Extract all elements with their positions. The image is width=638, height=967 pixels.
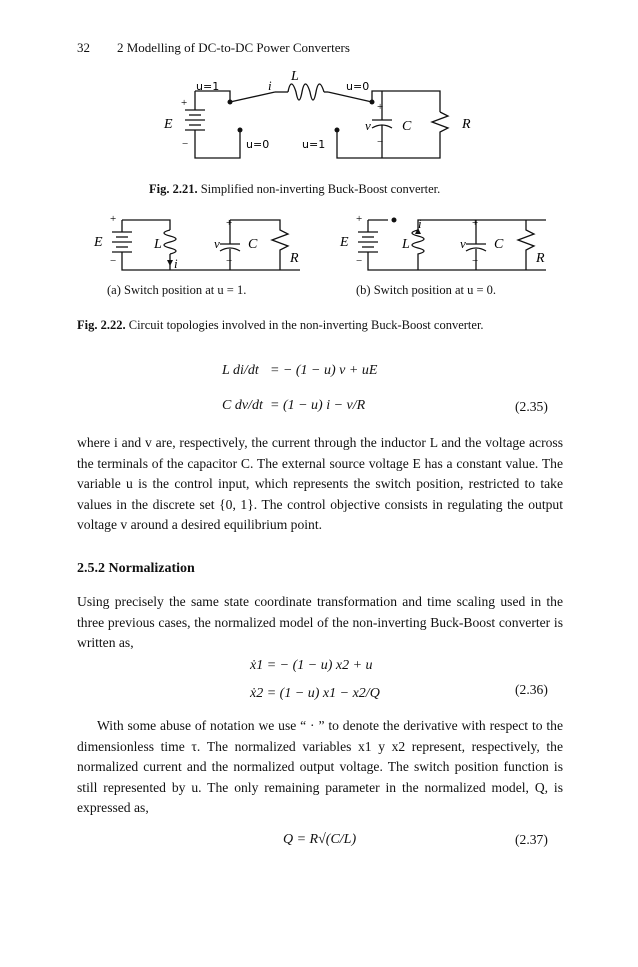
equation-2-36 [250,655,380,711]
equation-2-37-number: (2.37) [515,832,548,847]
paragraph-2: Using precisely the same state coordinate transformation and time scaling used in the three previous cases, the normalized model of the non-inverting Buck-Boost converter is written as, [77,594,563,651]
a-label-minus-C: − [226,255,233,267]
label-resistor-R: R [462,117,471,132]
a-label-plus-C: + [226,217,233,229]
a-label-voltage-v: v [214,236,220,251]
b-label-voltage-v: v [460,236,466,251]
figure-2-21-circuit [150,62,490,172]
b-label-current-i: i [418,216,422,231]
label-capacitor-C: C [402,119,412,134]
label-inductor-L: L [291,69,299,84]
chapter-title: 2 Modelling of DC-to-DC Power Converters [117,40,350,55]
eq-2-35-line2-rhs: = (1 − u) i − v/R [270,398,366,413]
figure-2-22-text: Circuit topologies involved in the non-inverting Buck-Boost converter. [128,318,484,332]
a-label-minus-E: − [110,255,117,267]
label-u1-top: u=1 [196,80,220,93]
b-label-plus-E: + [356,213,363,225]
label-source-E: E [164,117,173,132]
b-label-resistor-R: R [536,251,545,266]
b-label-source-E: E [340,235,349,250]
figure-2-22b-circuit [336,210,556,278]
label-u1-bottom: u=1 [302,138,326,151]
label-voltage-v: v [365,118,371,133]
subcaption-a: (a) Switch position at u = 1. [107,283,247,297]
label-u0-top: u=0 [346,80,370,93]
a-label-resistor-R: R [290,251,299,266]
eq-2-35-line2-lhs: C dv/dt [222,398,263,413]
figure-2-21-label: Fig. 2.21. [149,182,198,196]
paragraph-3: With some abuse of notation we use “ · ” to denote the derivative with respect to the dimensionless time τ. The normalized variables x1 y x2 represent, respectively, the normalized current and the normalized output voltage. The switch position function is still represented by u. The only remaining parameter in the normalized model, Q, is expressed as, [77,718,563,816]
equation-2-36-number: (2.36) [515,682,548,697]
figure-2-22-label: Fig. 2.22. [77,318,126,332]
label-current-i: i [268,78,272,93]
label-minus-C: − [377,136,384,148]
equation-2-35-number: (2.35) [515,399,548,414]
a-label-inductor-L: L [154,237,162,252]
a-label-plus-E: + [110,213,117,225]
b-label-minus-C: − [472,255,479,267]
a-label-current-i: i [174,256,178,271]
eq-2-35-line1-rhs: = − (1 − u) v + uE [270,363,378,378]
eq-2-36-line2: ẋ2 = (1 − u) x1 − x2/Q [250,686,380,701]
label-minus-E: − [182,138,189,150]
b-label-capacitor-C: C [494,237,504,252]
section-heading: 2.5.2 Normalization [77,561,195,576]
paragraph-1: where i and v are, respectively, the current through the inductor L and the voltage across the terminals of the capacitor C. The external source voltage E has a constant value. The variable u is the control input, which represents the switch position, restricted to take values in the discrete set {0, 1}. The control objective consists in regulating the output voltage v around a desired equilibrium point. [77,435,563,533]
equation-2-37: Q = R√(C/L) [283,832,357,847]
a-label-source-E: E [94,235,103,250]
figure-2-21-caption [149,182,440,197]
b-label-inductor-L: L [402,237,410,252]
label-plus-E: + [181,97,188,109]
figure-2-22a-circuit [90,210,310,278]
running-header [77,40,350,56]
label-u0-bottom: u=0 [246,138,270,151]
figure-2-21-text: Simplified non-inverting Buck-Boost converter. [200,182,441,196]
page-number: 32 [77,40,90,55]
a-label-capacitor-C: C [248,237,258,252]
eq-2-36-line1: ẋ1 = − (1 − u) x2 + u [250,658,373,673]
subcaption-b: (b) Switch position at u = 0. [356,283,497,297]
b-label-minus-E: − [356,255,363,267]
b-label-plus-C: + [472,217,479,229]
label-plus-C: + [377,101,384,113]
figure-2-22-caption [77,318,484,333]
eq-2-35-line1-lhs: L di/dt [222,363,259,378]
